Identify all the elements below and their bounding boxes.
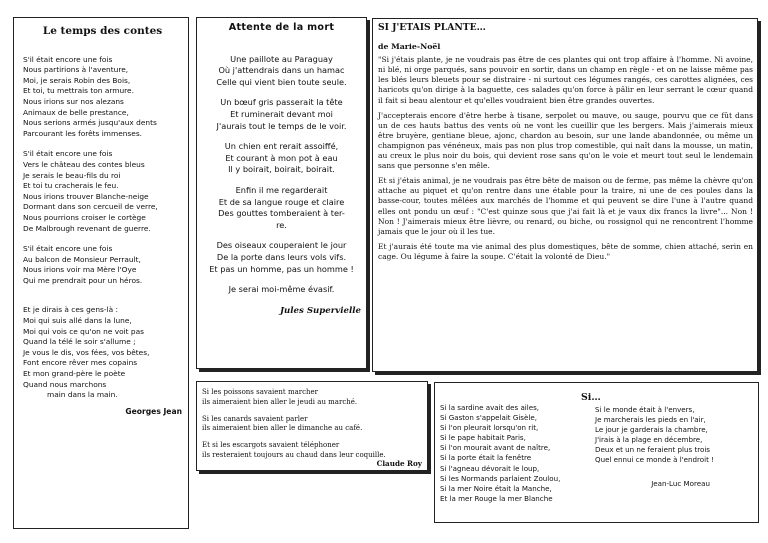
author-signature: Georges Jean bbox=[125, 406, 182, 416]
verse-line: Je marcherais les pieds en l'air, bbox=[595, 415, 706, 425]
verse-line: Qui me prendrait pour un héros. bbox=[23, 275, 143, 285]
stanza bbox=[202, 141, 361, 176]
verse-line: Si l'on pleurait lorsqu'on rit, bbox=[440, 423, 539, 433]
verse-line: Si la mer Noire était la Manche, bbox=[440, 483, 552, 493]
verse-line: Enfin il me regarderait bbox=[235, 184, 328, 195]
verse-line: De Malbrough revenant de guerre. bbox=[23, 223, 151, 233]
verse-line: Il y boirait, boirait, boirait. bbox=[228, 164, 335, 175]
verse-line: Si le monde était à l'envers, bbox=[595, 405, 695, 414]
verse-line: Nous pourrions croiser le cortège bbox=[23, 212, 146, 222]
verse-line: Où j'attendrais dans un hamac bbox=[218, 65, 345, 76]
verse-line: Nous partirions à l'aventure, bbox=[23, 65, 129, 75]
verse-line: Nous irions trouver Blanche-neige bbox=[23, 191, 149, 201]
verse-line: S'il était encore une fois bbox=[23, 54, 113, 64]
verse-line: Celle qui vient bien toute seule. bbox=[216, 76, 347, 87]
verse-line: Font encore rêver mes copains bbox=[23, 358, 138, 368]
stanza bbox=[202, 240, 361, 275]
verse-line: Moi qui vois ce qu'on ne voit pas bbox=[23, 326, 144, 336]
poem-title: Le temps des contes bbox=[42, 25, 163, 37]
verse-line: Et mon grand-père le poète bbox=[23, 369, 126, 379]
verse-line: Le jour je garderais la chambre, bbox=[595, 425, 708, 435]
verse-line: Dormant dans son cercueil de verre, bbox=[23, 202, 158, 212]
verse-line: Une paillote au Paraguay bbox=[230, 53, 333, 64]
verse-line: Si les canards savaient parler bbox=[202, 414, 308, 423]
prose-title: SI J'ETAIS PLANTE… bbox=[378, 22, 486, 33]
prose-paragraph: Et si j'étais animal, je ne voudrais pas être bête de maison ou de ferme, pas même la chèvre qu'on attache au piquet et qu'on rentre dans une étable pour la traire, ni une de ces poules dans la basse-cour, toutes mêlées aux marchés de l'homme et qui peuvent se dire l'une à l'autre quand elles ont pondu un œuf : "C'est quinze sous que j'ai fait là et je vaux dix francs la livre"... Non ! Non ! J'aimerais mieux être lièvre, ou renard, ou biche, ou rossignol qui ne rencontrent l'homme jamais que le jour où il les tue. bbox=[378, 176, 753, 236]
verse-line: Des oiseaux couperaient le jour bbox=[216, 240, 347, 251]
verse-line: Au balcon de Monsieur Perrault, bbox=[23, 254, 141, 264]
verse-line: Un chien ent rerait assoiffé, bbox=[224, 141, 339, 152]
verse-line: Si l'on mourait avant de naître, bbox=[440, 443, 551, 453]
poem-right-column bbox=[595, 405, 714, 489]
prose-paragraph: J'accepterais encore d'être herbe à tisane, serpolet ou mauve, ou sauge, pourvu que ce fût dans un de ces hauts battus des vents où ne vont les cueillir que les bergers. Mais j'aimerais mieux être bruyère, gentiane bleue, ajonc, chardon au besoin, sur une lande abandonnée, ou même un champignon pas vénéneux, mais pas non plus trop comestible, qui naît dans la mousse, un matin, au creux le plus noir du bois, qui devient rose sans qu'on le voie et meurt tout seul le lendemain sans que personne s'en mêle. bbox=[378, 110, 753, 171]
verse-line: Si la sardine avait des ailes, bbox=[440, 403, 540, 412]
verse-line: Si le pape habitait Paris, bbox=[440, 433, 526, 443]
poem-le-temps-des-contes bbox=[13, 17, 189, 529]
verse-line: ils resteraient toujours au chaud dans leur coquille. bbox=[202, 450, 386, 459]
verse-line: Si les poissons savaient marcher bbox=[202, 388, 319, 396]
poem-si bbox=[434, 382, 759, 523]
verse-line: Parcourant les forêts immenses. bbox=[23, 128, 143, 138]
prose-paragraph: "Si j'étais plante, je ne voudrais pas être de ces plantes qui ont trop affaire à l'homme. Ni avoine, ni blé, ni orge parqués, sans pouvoir en sortir, dans un champ en règle - et on ne laisse même pas les blés leurs bleuets pour se distraire - ni surtout ces légumes rangés, ces carottes alignées, ces haricots qu'on dirige à la baguette, ces salades qu'on force à pâlir en leur serrant le cœur quand il fait si beau alentour et qu'elles voudraient bien être grandes ouvertes. bbox=[378, 55, 753, 105]
prose-paragraph: Et j'aurais été toute ma vie animal des plus domestiques, bête de somme, chien attaché, serin en cage. Ou légume à faire la soupe. C'était la volonté de Dieu." bbox=[378, 241, 753, 261]
verse-line: Et si les escargots savaient téléphoner bbox=[202, 441, 340, 450]
verse-line: Et pas un homme, pas un homme ! bbox=[209, 263, 354, 274]
verse-line: Je vous le dis, vos fées, vos bêtes, bbox=[23, 347, 150, 357]
author-signature: Jean-Luc Moreau bbox=[651, 478, 710, 488]
verse-line: Et ruminerait devant moi bbox=[230, 108, 333, 119]
verse-line: Je serais le beau-fils du roi bbox=[23, 170, 121, 180]
verse-line: J'irais à la plage en décembre, bbox=[595, 435, 703, 445]
verse-line: Quand nous marchons bbox=[23, 379, 107, 389]
verse-line: Deux et un ne feraient plus trois bbox=[595, 445, 710, 455]
poem-left-column bbox=[440, 403, 560, 504]
verse-line: Et je dirais à ces gens-là : bbox=[23, 305, 118, 315]
verse-line: Si la porte était la fenêtre bbox=[440, 453, 532, 463]
verse-line: Si les Normands parlaient Zoulou, bbox=[440, 473, 561, 483]
prose-author: de Marie-Noël bbox=[378, 42, 441, 52]
stanza bbox=[202, 284, 361, 296]
prose-si-jetais-plante bbox=[372, 18, 758, 372]
verse-line: re. bbox=[276, 219, 287, 230]
verse-line: Quand la télé le soir s'allume ; bbox=[23, 337, 136, 347]
stanza bbox=[23, 244, 182, 286]
verse-line: Moi, je serais Robin des Bois, bbox=[23, 75, 131, 85]
verse-line: Si l'agneau dévorait le loup, bbox=[440, 463, 540, 473]
stanza bbox=[202, 97, 361, 132]
author-signature: Claude Roy bbox=[376, 458, 422, 468]
poem-title: Si… bbox=[581, 392, 601, 403]
verse-line: Et toi tu cracherais le feu. bbox=[23, 181, 119, 191]
verse-line: Nous irions voir ma Mère l'Oye bbox=[23, 265, 137, 275]
verse-line: ils aimeraient bien aller le jeudi au marché. bbox=[202, 397, 358, 406]
verse-line: Et de sa langue rouge et claire bbox=[218, 196, 345, 207]
author-signature: Jules Supervielle bbox=[279, 305, 361, 316]
verse-line: Des gouttes tomberaient à ter- bbox=[218, 208, 345, 219]
verse-line: Animaux de belle prestance, bbox=[23, 107, 129, 117]
verse-line: J'aurais tout le temps de le voir. bbox=[216, 120, 347, 131]
verse-line: Et la mer Rouge la mer Blanche bbox=[440, 493, 553, 503]
verse-line: Un bœuf gris passerait la tête bbox=[220, 97, 343, 108]
stanza bbox=[23, 149, 182, 234]
verse-line: Nous irions sur nos alezans bbox=[23, 96, 124, 106]
poem-si-les-poissons bbox=[196, 381, 428, 471]
verse-line: Moi qui suis allé dans la lune, bbox=[23, 316, 132, 326]
poem-title: Attente de la mort bbox=[228, 22, 335, 33]
verse-line: main dans la main. bbox=[47, 390, 118, 400]
verse-line: Et courant à mon pot à eau bbox=[225, 152, 338, 163]
stanza bbox=[202, 415, 422, 435]
verse-line: Je serai moi-même évasif. bbox=[228, 284, 335, 295]
stanza bbox=[23, 55, 182, 140]
verse-line: S'il était encore une fois bbox=[23, 149, 113, 159]
verse-line: Nous serions armés jusqu'aux dents bbox=[23, 118, 157, 128]
verse-line: Vers le château des contes bleus bbox=[23, 159, 145, 169]
stanza bbox=[23, 305, 182, 400]
verse-line: Et toi, tu mettrais ton armure. bbox=[23, 86, 134, 96]
stanza bbox=[202, 54, 361, 89]
verse-line: De la porte dans leurs vols vifs. bbox=[216, 251, 347, 262]
verse-line: Si Gaston s'appelait Gisèle, bbox=[440, 413, 537, 423]
verse-line: Quel ennui ce monde à l'endroit ! bbox=[595, 455, 714, 465]
verse-line: ils aimeraient bien aller le dimanche au café. bbox=[202, 424, 363, 433]
stanza bbox=[202, 185, 361, 231]
poem-attente-de-la-mort bbox=[196, 17, 367, 369]
stanza bbox=[202, 388, 422, 408]
verse-line: S'il était encore une fois bbox=[23, 244, 113, 254]
